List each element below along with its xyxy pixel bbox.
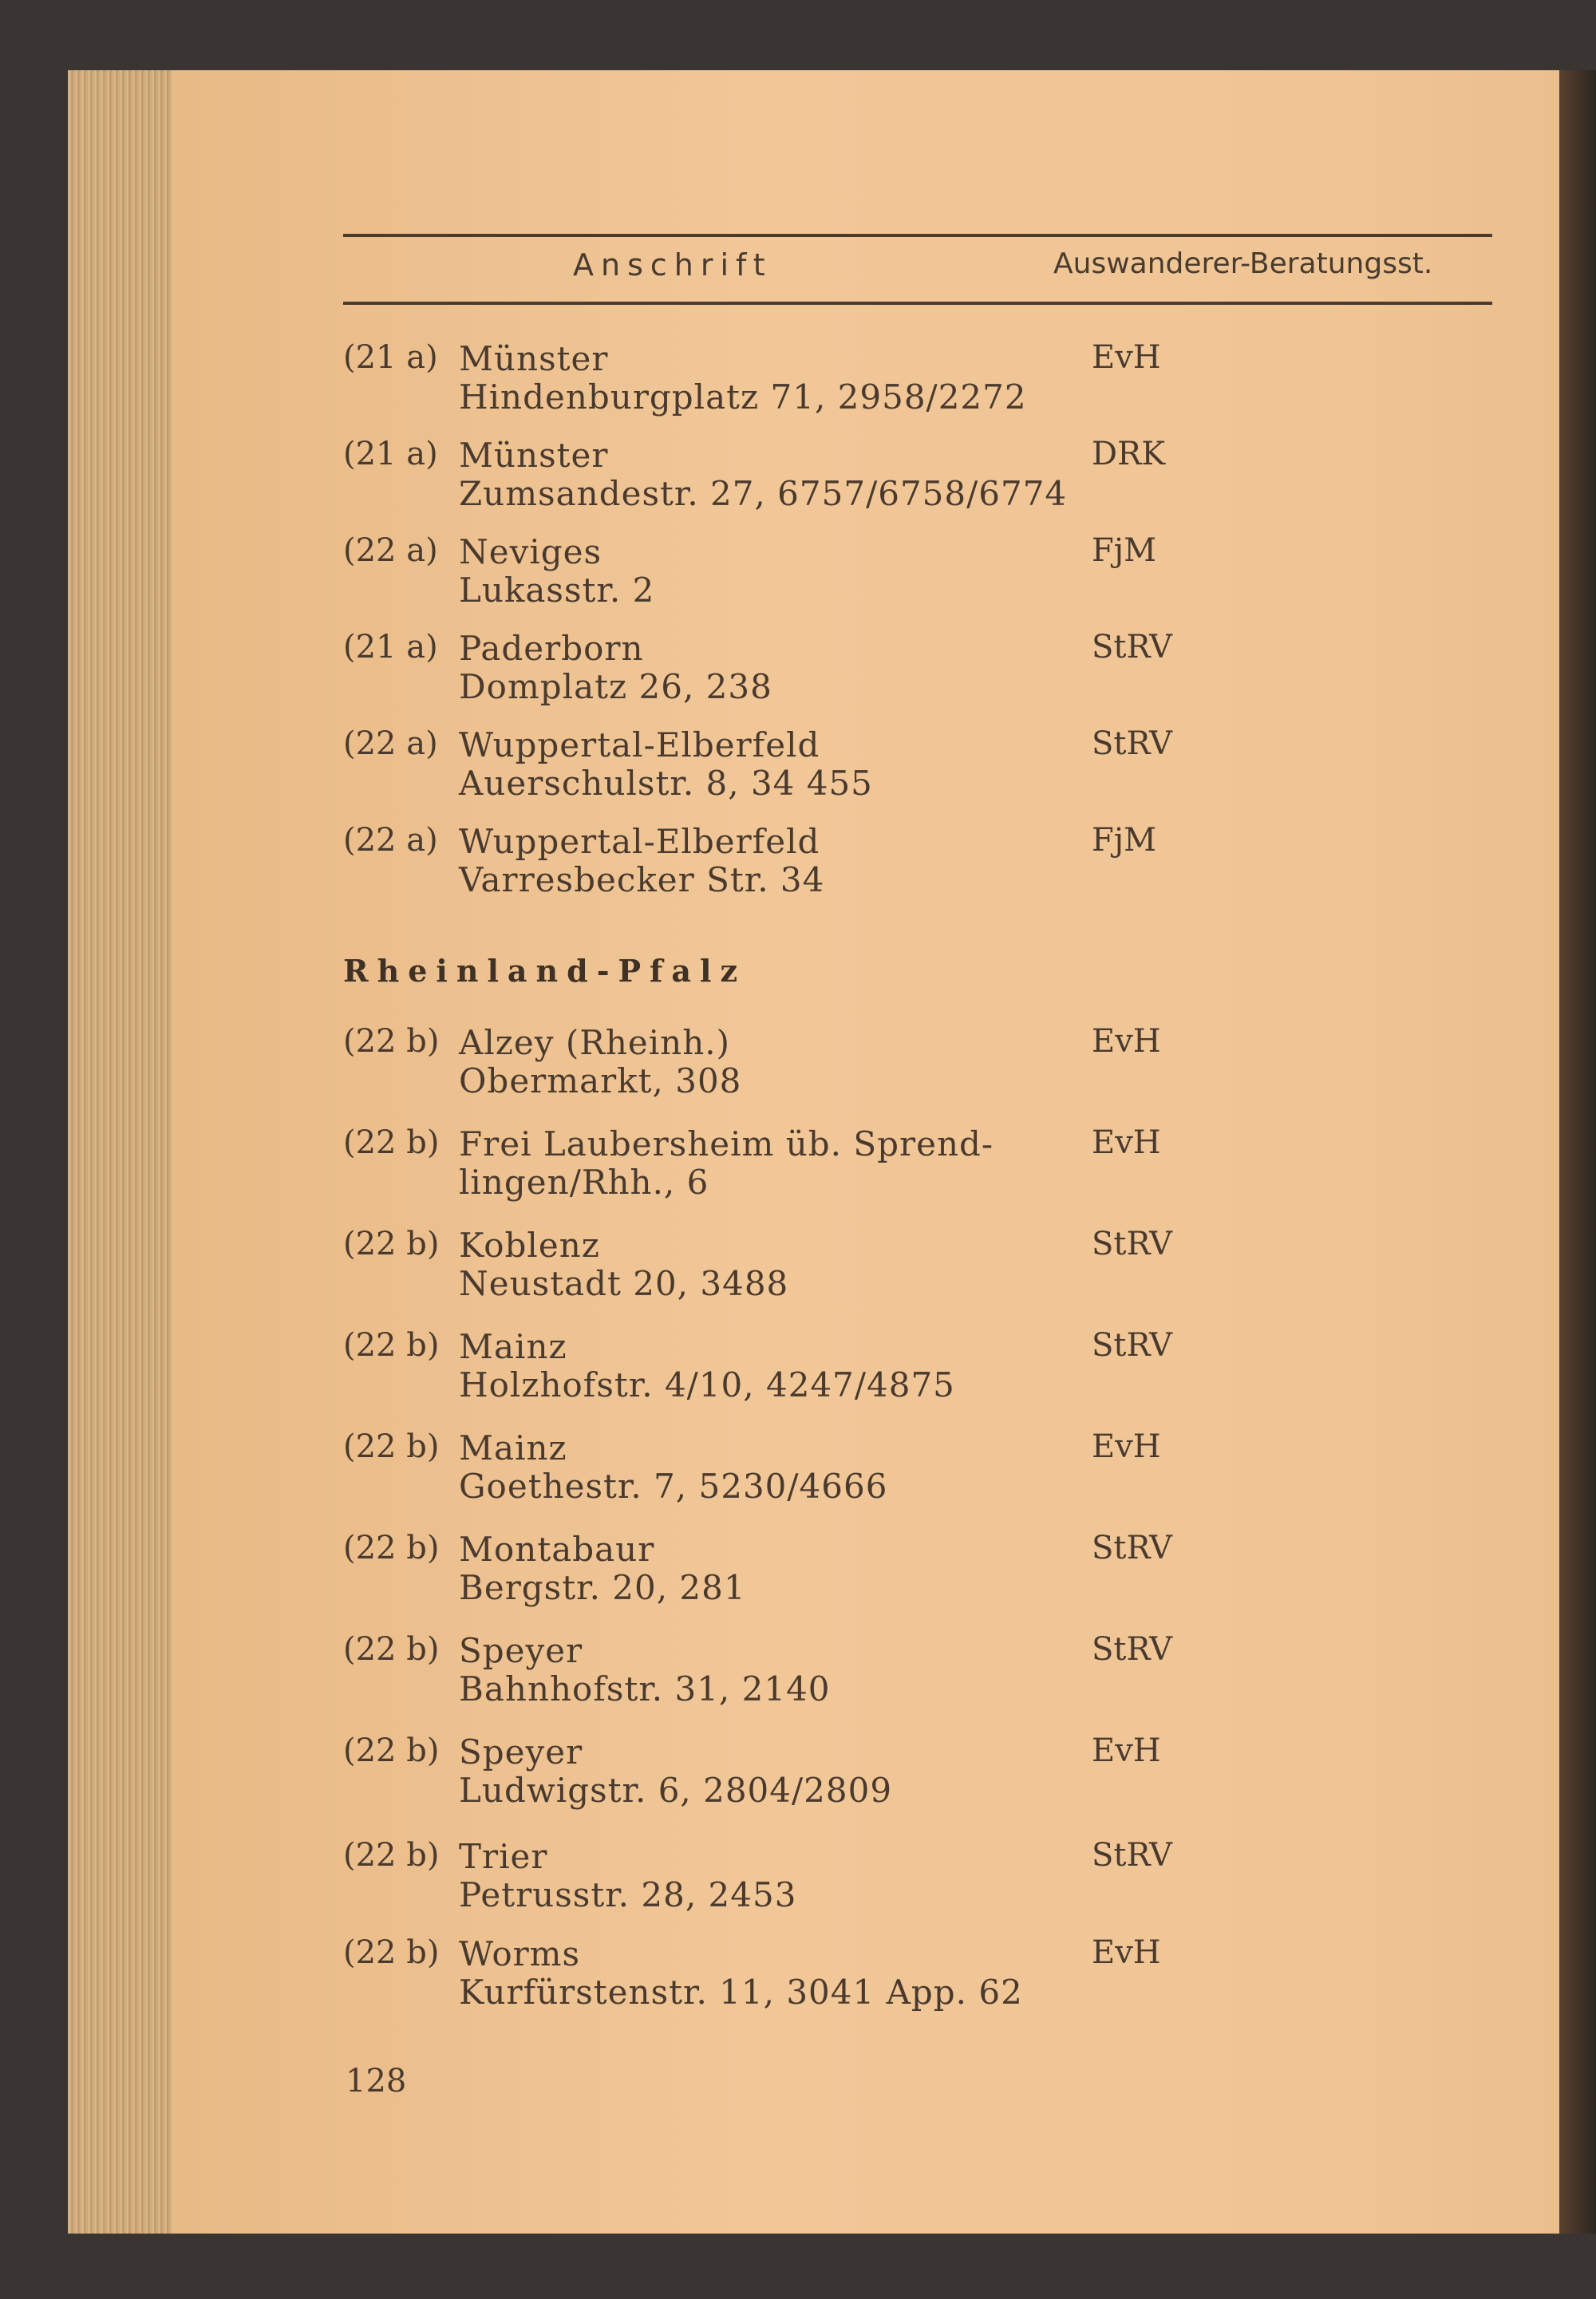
entry-address: Neustadt 20, 3488 [459, 1264, 789, 1303]
entry-org: StRV [1092, 725, 1173, 762]
entry-address: Kurfürstenstr. 11, 3041 App. 62 [459, 1973, 1023, 2012]
entry-code: (22 b) [343, 1023, 440, 1060]
entry [343, 532, 1492, 620]
entry-code: (22 b) [343, 1837, 440, 1874]
entry-code: (22 b) [343, 1934, 440, 1971]
entry-address: Bergstr. 20, 281 [459, 1568, 746, 1607]
entry-org: StRV [1092, 1631, 1173, 1668]
entry [343, 1732, 1492, 1820]
entry-code: (22 b) [343, 1428, 440, 1465]
entry-org: EvH [1092, 1428, 1161, 1465]
entry [343, 1428, 1492, 1516]
entry [343, 339, 1492, 427]
header-top-rule [343, 234, 1492, 237]
entry-code: (21 a) [343, 339, 438, 376]
entry-address: Holzhofstr. 4/10, 4247/4875 [459, 1365, 955, 1404]
entry-code: (22 b) [343, 1124, 440, 1161]
entry-org: EvH [1092, 339, 1161, 376]
entry-address: Zumsandestr. 27, 6757/6758/6774 [459, 474, 1068, 513]
entry-code: (22 b) [343, 1327, 440, 1364]
entry-code: (22 b) [343, 1226, 440, 1262]
entry-city: Wuppertal-Elberfeld [459, 822, 820, 861]
entry-org: EvH [1092, 1023, 1161, 1060]
entry-code: (22 a) [343, 532, 438, 569]
entry-city: Wuppertal-Elberfeld [459, 725, 820, 764]
entry [343, 1226, 1492, 1313]
entry-org: EvH [1092, 1732, 1161, 1769]
entry-city: Münster [459, 436, 609, 475]
section-title: Rheinland-Pfalz [343, 953, 747, 989]
entry [343, 822, 1492, 910]
entry-address: Lukasstr. 2 [459, 571, 655, 610]
entry-org: FjM [1092, 822, 1157, 859]
entry [343, 1530, 1492, 1618]
entry-org: StRV [1092, 629, 1173, 666]
entry-org: StRV [1092, 1530, 1173, 1566]
entry-city: Speyer [459, 1732, 583, 1772]
entry-city: Mainz [459, 1327, 567, 1366]
entry [343, 1934, 1492, 2022]
entry-city: Münster [459, 339, 609, 378]
entry-org: DRK [1092, 436, 1166, 472]
entry-code: (22 b) [343, 1530, 440, 1566]
entry-city: Speyer [459, 1631, 583, 1670]
spine-shadow [1559, 70, 1596, 2234]
entry-org: StRV [1092, 1327, 1173, 1364]
entry-address: Goethestr. 7, 5230/4666 [459, 1467, 888, 1506]
header-office-label: Auswanderer-Beratungsst. [1053, 247, 1433, 280]
entry-org: EvH [1092, 1124, 1161, 1161]
entry-address: Petrusstr. 28, 2453 [459, 1875, 797, 1914]
entry [343, 1327, 1492, 1415]
entry-address: Auerschulstr. 8, 34 455 [459, 764, 873, 803]
entry-address: Domplatz 26, 238 [459, 667, 772, 706]
entry [343, 725, 1492, 813]
entry-address: Varresbecker Str. 34 [459, 860, 825, 899]
entry-city: Worms [459, 1934, 581, 1973]
header-bottom-rule [343, 302, 1492, 305]
entry [343, 436, 1492, 523]
page-edges [68, 70, 172, 2234]
entry [343, 629, 1492, 717]
entry-city: Frei Laubersheim üb. Sprend- [459, 1124, 994, 1163]
entry-city: Mainz [459, 1428, 567, 1467]
entry-code: (21 a) [343, 629, 438, 666]
header-address-label: Anschrift [573, 247, 772, 282]
entry-address: Ludwigstr. 6, 2804/2809 [459, 1771, 893, 1810]
entry-address: Bahnhofstr. 31, 2140 [459, 1669, 831, 1708]
entry [343, 1124, 1492, 1212]
page-number: 128 [346, 2063, 407, 2100]
entry-org: EvH [1092, 1934, 1161, 1971]
entry [343, 1631, 1492, 1719]
entry-org: StRV [1092, 1837, 1173, 1874]
entry-city: Koblenz [459, 1226, 600, 1265]
entry-code: (22 a) [343, 725, 438, 762]
entry-city: Trier [459, 1837, 548, 1876]
entry-org: StRV [1092, 1226, 1173, 1262]
entry-code: (21 a) [343, 436, 438, 472]
entry-org: FjM [1092, 532, 1157, 569]
entry-code: (22 b) [343, 1631, 440, 1668]
entry-city: Paderborn [459, 629, 644, 668]
entry-address: lingen/Rhh., 6 [459, 1163, 709, 1202]
entry-code: (22 a) [343, 822, 438, 859]
entry [343, 1023, 1492, 1111]
entry-code: (22 b) [343, 1732, 440, 1769]
entry-address: Obermarkt, 308 [459, 1061, 742, 1100]
entry-city: Alzey (Rheinh.) [459, 1023, 731, 1062]
entry-city: Neviges [459, 532, 602, 571]
entry-city: Montabaur [459, 1530, 655, 1569]
entry [343, 1837, 1492, 1925]
entry-address: Hindenburgplatz 71, 2958/2272 [459, 377, 1027, 417]
